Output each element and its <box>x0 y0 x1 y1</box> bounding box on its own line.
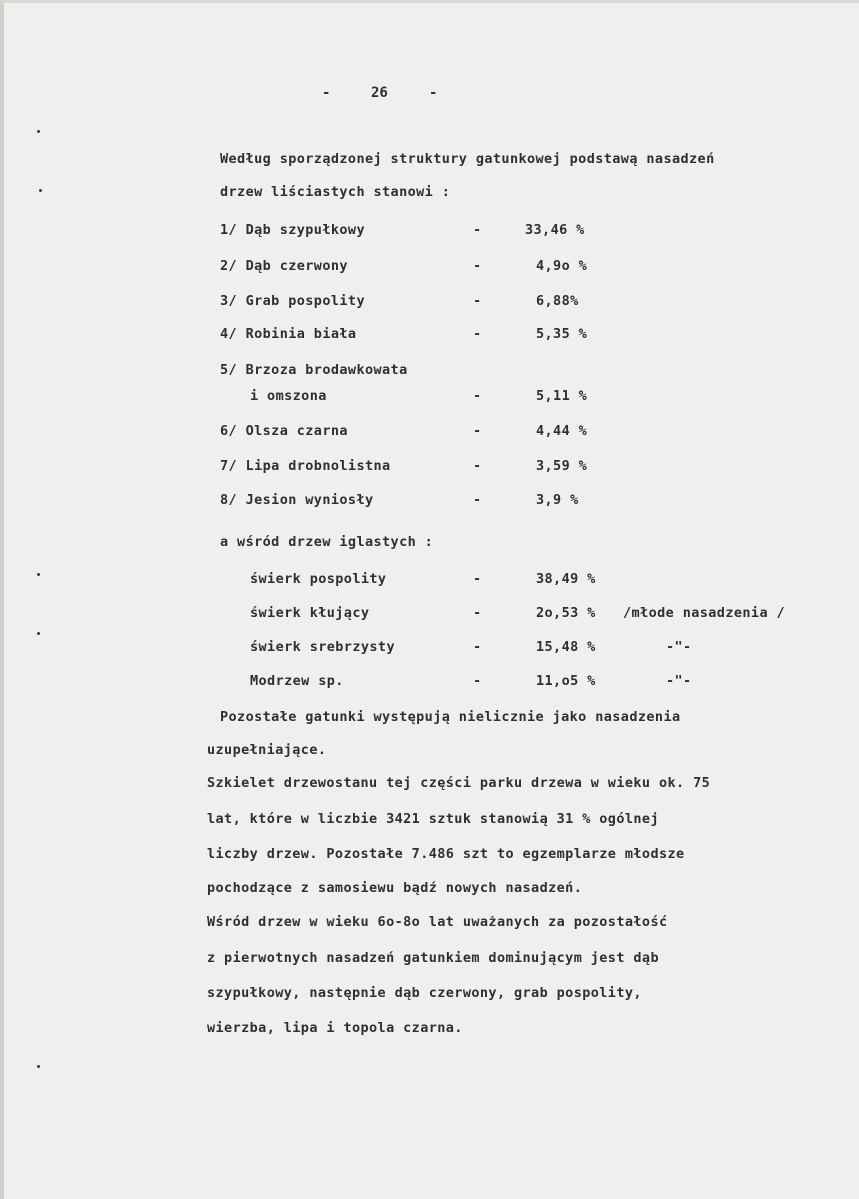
margin-dot <box>37 1065 40 1068</box>
deciduous-dash-8: - <box>473 492 482 508</box>
deciduous-label-1: 1/ Dąb szypułkowy <box>220 222 365 238</box>
deciduous-dash-4: - <box>473 326 482 342</box>
intro-line-2: drzew liściastych stanowi : <box>220 184 451 200</box>
body-line-10: wierzba, lipa i topola czarna. <box>207 1020 463 1036</box>
deciduous-value-3: 6,88% <box>536 293 579 309</box>
conifer-value-2: 2o,53 % <box>536 605 596 621</box>
body-line-2: uzupełniające. <box>207 742 327 758</box>
conifer-label-3: świerk srebrzysty <box>250 639 395 655</box>
deciduous-dash-3: - <box>473 293 482 309</box>
deciduous-label-5b: i omszona <box>250 388 327 404</box>
body-line-9: szypułkowy, następnie dąb czerwony, grab pospolity, <box>207 985 642 1001</box>
conifer-note-4: -"- <box>666 673 692 689</box>
deciduous-label-4: 4/ Robinia biała <box>220 326 357 342</box>
page-number: 26 <box>371 85 388 101</box>
deciduous-value-8: 3,9 % <box>536 492 579 508</box>
deciduous-label-7: 7/ Lipa drobnolistna <box>220 458 391 474</box>
conifer-dash-2: - <box>473 605 482 621</box>
deciduous-dash-5: - <box>473 388 482 404</box>
deciduous-dash-6: - <box>473 423 482 439</box>
conifer-note-3: -"- <box>666 639 692 655</box>
deciduous-value-1: 33,46 % <box>525 222 585 238</box>
deciduous-value-4: 5,35 % <box>536 326 588 342</box>
conifer-label-1: świerk pospolity <box>250 571 387 587</box>
body-line-6: pochodzące z samosiewu bądź nowych nasadzeń. <box>207 880 583 896</box>
conifer-dash-4: - <box>473 673 482 689</box>
deciduous-value-5: 5,11 % <box>536 388 588 404</box>
margin-dot <box>37 573 40 576</box>
body-line-5: liczby drzew. Pozostałe 7.486 szt to egzemplarze młodsze <box>207 846 685 862</box>
body-line-3: Szkielet drzewostanu tej części parku drzewa w wieku ok. 75 <box>207 775 711 791</box>
deciduous-label-6: 6/ Olsza czarna <box>220 423 348 439</box>
conifer-value-3: 15,48 % <box>536 639 596 655</box>
deciduous-label-8: 8/ Jesion wyniosły <box>220 492 374 508</box>
deciduous-label-3: 3/ Grab pospolity <box>220 293 365 309</box>
deciduous-dash-1: - <box>473 222 482 238</box>
conifer-dash-3: - <box>473 639 482 655</box>
conifer-label-4: Modrzew sp. <box>250 673 344 689</box>
header-dash-right: - <box>429 85 438 101</box>
body-line-7: Wśród drzew w wieku 6o-8o lat uważanych za pozostałość <box>207 914 668 930</box>
body-line-4: lat, które w liczbie 3421 sztuk stanowią 31 % ogólnej <box>207 811 659 827</box>
margin-dot <box>37 632 40 635</box>
body-line-1: Pozostałe gatunki występują nielicznie jako nasadzenia <box>220 709 681 725</box>
conifer-note-2: /młode nasadzenia / <box>623 605 786 621</box>
deciduous-value-2: 4,9o % <box>536 258 588 274</box>
conifer-heading: a wśród drzew iglastych : <box>220 534 434 550</box>
conifer-value-1: 38,49 % <box>536 571 596 587</box>
deciduous-value-6: 4,44 % <box>536 423 588 439</box>
deciduous-label-2: 2/ Dąb czerwony <box>220 258 348 274</box>
conifer-label-2: świerk kłujący <box>250 605 370 621</box>
deciduous-label-5: 5/ Brzoza brodawkowata <box>220 362 408 378</box>
header-dash-left: - <box>322 85 331 101</box>
margin-dot <box>37 130 40 133</box>
margin-dot <box>39 189 42 192</box>
body-line-8: z pierwotnych nasadzeń gatunkiem dominującym jest dąb <box>207 950 659 966</box>
conifer-dash-1: - <box>473 571 482 587</box>
conifer-value-4: 11,o5 % <box>536 673 596 689</box>
deciduous-dash-7: - <box>473 458 482 474</box>
deciduous-dash-2: - <box>473 258 482 274</box>
deciduous-value-7: 3,59 % <box>536 458 588 474</box>
intro-line-1: Według sporządzonej struktury gatunkowej podstawą nasadzeń <box>220 151 715 167</box>
